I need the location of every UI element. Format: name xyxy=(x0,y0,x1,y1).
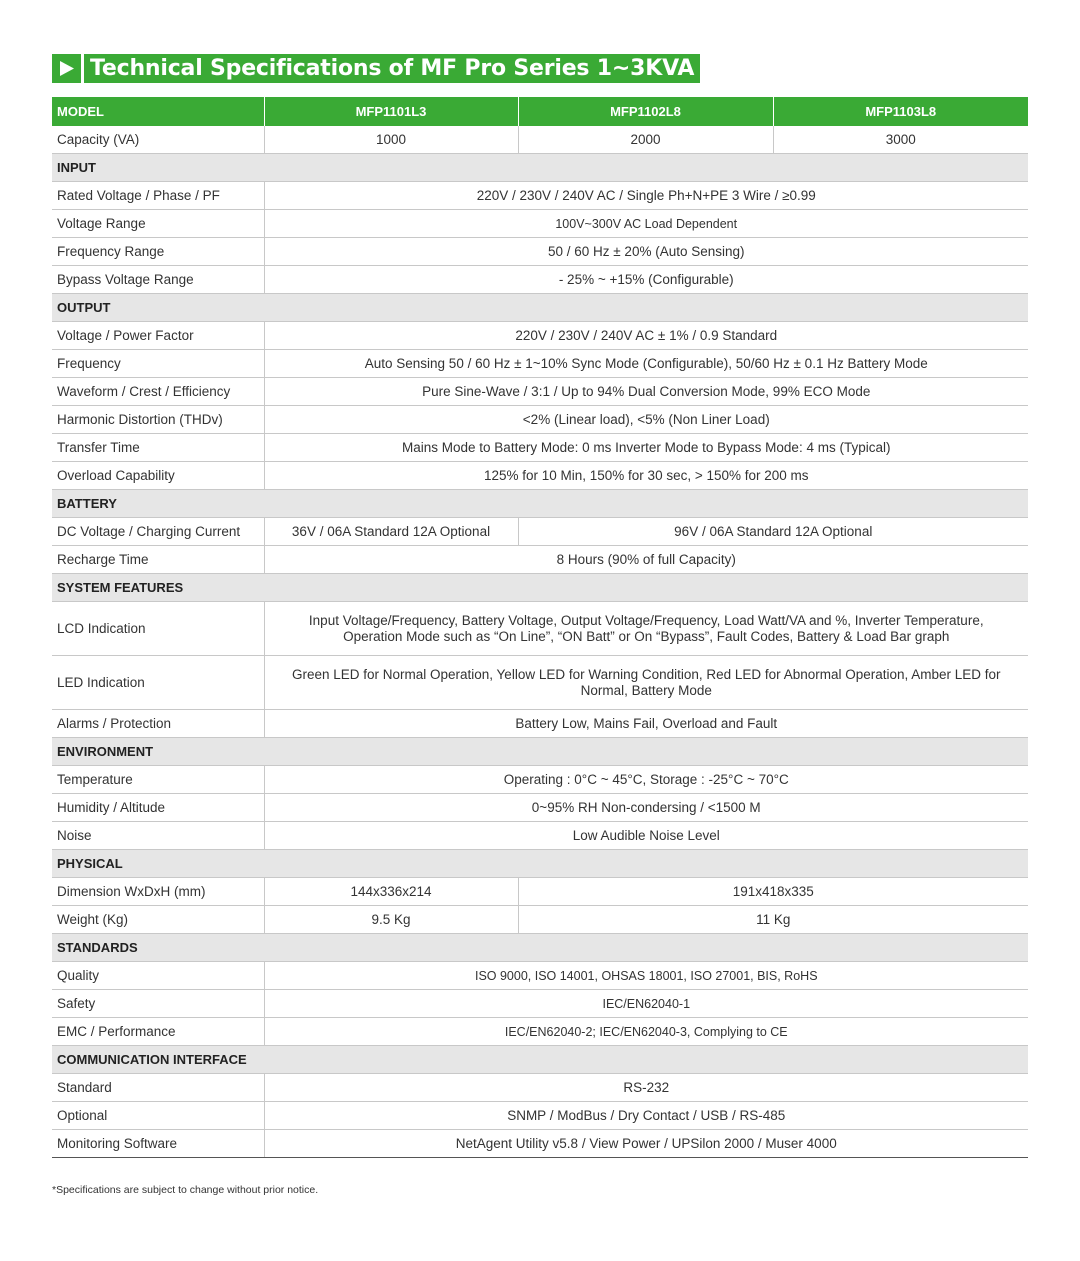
model-header: MODEL xyxy=(52,97,264,126)
capacity-2k: 2000 xyxy=(518,126,773,154)
lcd-line-2: Operation Mode such as “On Line”, “ON Batt” or On “Bypass”, Fault Codes, Battery & Load Bar graph xyxy=(343,628,950,644)
table-row xyxy=(52,350,1028,378)
footnote: *Specifications are subject to change without prior notice. xyxy=(52,1184,319,1196)
row-label: Optional xyxy=(52,1102,264,1130)
row-label: DC Voltage / Charging Current xyxy=(52,518,264,546)
table-row xyxy=(52,962,1028,990)
row-label: Safety xyxy=(52,990,264,1018)
section-heading: OUTPUT xyxy=(52,294,1028,322)
row-label: Capacity (VA) xyxy=(52,126,264,154)
row-label: Recharge Time xyxy=(52,546,264,574)
row-label: Waveform / Crest / Efficiency xyxy=(52,378,264,406)
table-row xyxy=(52,1102,1028,1130)
section-system-features xyxy=(52,574,1028,602)
table-row xyxy=(52,794,1028,822)
row-value: Auto Sensing 50 / 60 Hz ± 1~10% Sync Mode (Configurable), 50/60 Hz ± 0.1 Hz Battery Mode xyxy=(264,350,1028,378)
dimension-1k: 144x336x214 xyxy=(264,878,518,906)
row-label: Transfer Time xyxy=(52,434,264,462)
section-communication-interface xyxy=(52,1046,1028,1074)
row-value: Pure Sine-Wave / 3:1 / Up to 94% Dual Conversion Mode, 99% ECO Mode xyxy=(264,378,1028,406)
row-label: LCD Indication xyxy=(52,602,264,656)
table-row xyxy=(52,766,1028,794)
section-battery xyxy=(52,490,1028,518)
weight-1k: 9.5 Kg xyxy=(264,906,518,934)
led-line-1: Green LED for Normal Operation, Yellow LED for Warning Condition, Red LED for Abnormal Operation, Amber LED for xyxy=(291,666,1001,682)
table-row xyxy=(52,378,1028,406)
row-label: Bypass Voltage Range xyxy=(52,266,264,294)
table-row xyxy=(52,210,1028,238)
weight-2-3k: 11 Kg xyxy=(518,906,1028,934)
row-value: 0~95% RH Non-condersing / <1500 M xyxy=(264,794,1028,822)
table-row xyxy=(52,126,1028,154)
row-value: Low Audible Noise Level xyxy=(264,822,1028,850)
row-value: - 25% ~ +15% (Configurable) xyxy=(264,266,1028,294)
section-heading: INPUT xyxy=(52,154,1028,182)
row-label: Dimension WxDxH (mm) xyxy=(52,878,264,906)
model-mfp1103l8: MFP1103L8 xyxy=(773,97,1028,126)
table-row xyxy=(52,462,1028,490)
section-heading: ENVIRONMENT xyxy=(52,738,1028,766)
row-label: Frequency xyxy=(52,350,264,378)
spec-table xyxy=(52,97,1028,1158)
section-heading: COMMUNICATION INTERFACE xyxy=(52,1046,1028,1074)
table-row xyxy=(52,1018,1028,1046)
row-label: Temperature xyxy=(52,766,264,794)
table-row xyxy=(52,518,1028,546)
row-value: SNMP / ModBus / Dry Contact / USB / RS-485 xyxy=(264,1102,1028,1130)
row-value: Operating : 0°C ~ 45°C, Storage : -25°C ~ 70°C xyxy=(264,766,1028,794)
capacity-3k: 3000 xyxy=(773,126,1028,154)
row-value: 220V / 230V / 240V AC ± 1% / 0.9 Standard xyxy=(264,322,1028,350)
section-input xyxy=(52,154,1028,182)
dimension-2-3k: 191x418x335 xyxy=(518,878,1028,906)
row-label: Quality xyxy=(52,962,264,990)
row-label: Frequency Range xyxy=(52,238,264,266)
table-row xyxy=(52,656,1028,710)
row-label: Monitoring Software xyxy=(52,1130,264,1158)
row-value xyxy=(264,602,1028,656)
row-value: ISO 9000, ISO 14001, OHSAS 18001, ISO 27001, BIS, RoHS xyxy=(264,962,1028,990)
row-value: 100V~300V AC Load Dependent xyxy=(264,210,1028,238)
row-value xyxy=(264,656,1028,710)
table-row xyxy=(52,602,1028,656)
row-label: Humidity / Altitude xyxy=(52,794,264,822)
table-row xyxy=(52,434,1028,462)
capacity-1k: 1000 xyxy=(264,126,518,154)
row-value: 125% for 10 Min, 150% for 30 sec, > 150% for 200 ms xyxy=(264,462,1028,490)
row-label: EMC / Performance xyxy=(52,1018,264,1046)
row-label: Noise xyxy=(52,822,264,850)
table-row xyxy=(52,238,1028,266)
header-row xyxy=(52,97,1028,126)
table-row xyxy=(52,1074,1028,1102)
play-icon xyxy=(52,54,81,83)
section-heading: STANDARDS xyxy=(52,934,1028,962)
row-value: Mains Mode to Battery Mode: 0 ms Inverter Mode to Bypass Mode: 4 ms (Typical) xyxy=(264,434,1028,462)
section-physical xyxy=(52,850,1028,878)
row-value: Battery Low, Mains Fail, Overload and Fault xyxy=(264,710,1028,738)
section-standards xyxy=(52,934,1028,962)
row-label: Voltage / Power Factor xyxy=(52,322,264,350)
lcd-line-1: Input Voltage/Frequency, Battery Voltage, Output Voltage/Frequency, Load Watt/VA and %, Inverter Temperature, xyxy=(308,612,984,628)
table-row xyxy=(52,822,1028,850)
table-row xyxy=(52,322,1028,350)
table-row xyxy=(52,182,1028,210)
row-value: RS-232 xyxy=(264,1074,1028,1102)
table-row xyxy=(52,266,1028,294)
row-label: Voltage Range xyxy=(52,210,264,238)
table-row xyxy=(52,878,1028,906)
row-value: NetAgent Utility v5.8 / View Power / UPSilon 2000 / Muser 4000 xyxy=(264,1130,1028,1158)
model-mfp1101l3: MFP1101L3 xyxy=(264,97,518,126)
page-title xyxy=(52,54,700,83)
dc-value-1k: 36V / 06A Standard 12A Optional xyxy=(264,518,518,546)
section-heading: PHYSICAL xyxy=(52,850,1028,878)
row-value: 8 Hours (90% of full Capacity) xyxy=(264,546,1028,574)
row-value: IEC/EN62040-1 xyxy=(264,990,1028,1018)
section-output xyxy=(52,294,1028,322)
section-heading: SYSTEM FEATURES xyxy=(52,574,1028,602)
led-line-2: Normal, Battery Mode xyxy=(580,682,712,698)
row-label: Alarms / Protection xyxy=(52,710,264,738)
table-row xyxy=(52,990,1028,1018)
table-row xyxy=(52,546,1028,574)
row-value: 220V / 230V / 240V AC / Single Ph+N+PE 3 Wire / ≥0.99 xyxy=(264,182,1028,210)
table-row xyxy=(52,406,1028,434)
section-environment xyxy=(52,738,1028,766)
section-heading: BATTERY xyxy=(52,490,1028,518)
dc-value-2-3k: 96V / 06A Standard 12A Optional xyxy=(518,518,1028,546)
row-label: Standard xyxy=(52,1074,264,1102)
table-row xyxy=(52,906,1028,934)
model-mfp1102l8: MFP1102L8 xyxy=(518,97,773,126)
row-label: Harmonic Distortion (THDv) xyxy=(52,406,264,434)
row-value: <2% (Linear load), <5% (Non Liner Load) xyxy=(264,406,1028,434)
row-label: Weight (Kg) xyxy=(52,906,264,934)
row-label: LED Indication xyxy=(52,656,264,710)
title-text: Technical Specifications of MF Pro Series 1~3KVA xyxy=(84,54,700,83)
row-value: 50 / 60 Hz ± 20% (Auto Sensing) xyxy=(264,238,1028,266)
row-label: Overload Capability xyxy=(52,462,264,490)
row-value: IEC/EN62040-2; IEC/EN62040-3, Complying to CE xyxy=(264,1018,1028,1046)
row-label: Rated Voltage / Phase / PF xyxy=(52,182,264,210)
table-row xyxy=(52,1130,1028,1158)
table-row xyxy=(52,710,1028,738)
